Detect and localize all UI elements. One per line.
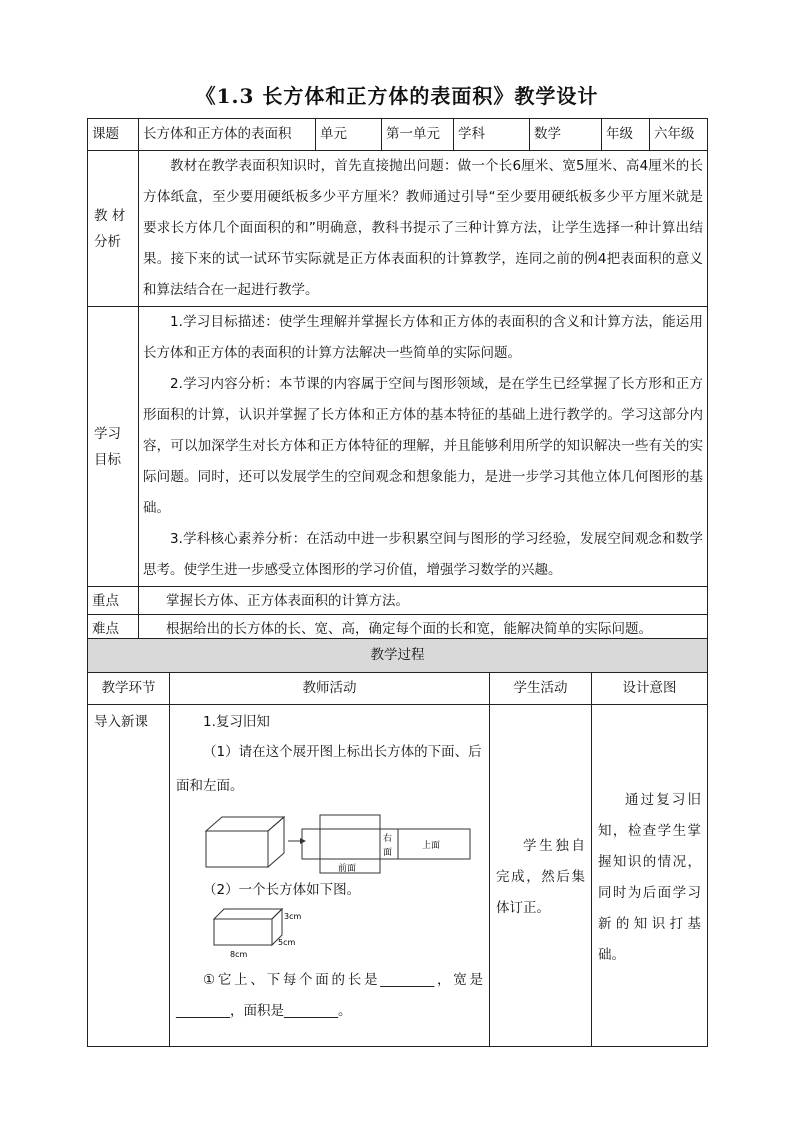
topic-label: 课题 — [88, 119, 139, 151]
label-face: 面 — [383, 848, 393, 858]
cuboid2-top — [214, 909, 282, 919]
design-intent-text: 通过复习旧知，检查学生掌握知识的情况，同时为后面学习新的知识打基础。 — [598, 791, 701, 963]
arrow-icon — [288, 838, 306, 844]
goals-label — [88, 307, 139, 587]
student-activity — [490, 705, 592, 1047]
student-activity-text: 学生独自完成，然后集体订正。 — [496, 838, 585, 916]
col-student: 学生活动 — [490, 673, 592, 705]
cuboid2-front — [214, 919, 272, 945]
stage-cell — [88, 705, 170, 1047]
question-2-part1: ①它上、下每个面的长是________，宽是________，面积是________。 — [176, 972, 483, 1019]
process-table — [87, 638, 708, 1047]
col-design: 设计意图 — [592, 673, 708, 705]
stage-name: 导入新课 — [94, 714, 148, 730]
cuboid-top — [206, 817, 284, 831]
review-heading: 1.复习旧知 — [203, 714, 270, 730]
dim-height: 3cm — [284, 912, 302, 921]
analysis-label — [88, 151, 139, 307]
col-teacher: 教师活动 — [170, 673, 490, 705]
net-top-strip — [320, 815, 380, 829]
net-figure — [176, 803, 483, 875]
grade-label: 年级 — [602, 119, 650, 151]
overview-table — [87, 118, 708, 643]
goals-label-line2: 目标 — [94, 451, 121, 468]
key-point-text: 掌握长方体、正方体表面积的计算方法。 — [139, 587, 708, 615]
content-analysis: 2.学习内容分析：本节课的内容属于空间与图形领域，是在学生已经掌握了长方形和正方形面积的计算，认识并掌握了长方体和正方体的基本特征的基础上进行教学的。学习这部分内容，可以加深学生对长方体和正方体特征的理解，并且能够利用所学的知识解决一些有关的实际问题。同时，还可以发展学生的空间观念和想象能力，是进一步学习其他立体几何图形的基础。 — [143, 376, 703, 516]
goal-description: 1.学习目标描述：使学生理解并掌握长方体和正方体的表面积的含义和计算方法，能运用长方体和正方体的表面积的计算方法解决一些简单的实际问题。 — [143, 314, 703, 361]
core-literacy-analysis: 3.学科核心素养分析：在活动中进一步积累空间与图形的学习经验，发展空间观念和数学思考。使学生进一步感受立体图形的学习价值，增强学习数学的兴趣。 — [143, 531, 703, 578]
unit-label: 单元 — [316, 119, 382, 151]
analysis-label-line2: 分析 — [94, 233, 121, 250]
goals-content — [139, 307, 708, 587]
analysis-text: 教材在教学表面积知识时，首先直接抛出问题：做一个长6厘米、宽5厘米、高4厘米的长方体纸盒，至少要用硬纸板多少平方厘米？教师通过引导“至少要用硬纸板多少平方厘米就是要求长方体几个面面积的和”明确意，教科书提示了三种计算方法，让学生选择一种计算出结果。接下来的试一试环节实际就是正方体表面积的计算教学，连同之前的例4把表面积的意义和算法结合在一起进行教学。 — [143, 158, 703, 298]
label-top: 上面 — [422, 841, 441, 851]
process-heading: 教学过程 — [88, 639, 708, 673]
goals-label-line1: 学习 — [94, 425, 121, 442]
cuboid-diagram — [176, 905, 302, 961]
net-left-face — [302, 829, 320, 859]
grade-value: 六年级 — [650, 119, 708, 151]
cuboid-figure — [176, 905, 483, 961]
dim-width: 5cm — [278, 938, 296, 947]
key-point-label: 重点 — [88, 587, 139, 615]
teacher-activity — [170, 705, 490, 1047]
design-intent — [592, 705, 708, 1047]
label-front: 前面 — [338, 864, 357, 874]
analysis-label-line1: 教 材 — [94, 207, 126, 224]
label-right: 右 — [383, 834, 393, 844]
col-stage: 教学环节 — [88, 673, 170, 705]
page-title: 《1.3 长方体和正方体的表面积》教学设计 — [195, 84, 599, 108]
subject-label: 学科 — [454, 119, 530, 151]
question-1: （1）请在这个展开图上标出长方体的下面、后面和左面。 — [176, 744, 482, 794]
topic-value: 长方体和正方体的表面积 — [139, 119, 316, 151]
difficulty-label: 难点 — [88, 615, 139, 643]
dim-length: 8cm — [230, 950, 248, 959]
difficulty-text: 根据给出的长方体的长、宽、高，确定每个面的长和宽，能解决简单的实际问题。 — [139, 615, 708, 643]
question-2: （2）一个长方体如下图。 — [203, 882, 361, 898]
unit-value: 第一单元 — [382, 119, 454, 151]
net-front-face — [320, 829, 380, 859]
subject-value: 数学 — [530, 119, 602, 151]
cuboid-net-diagram — [176, 803, 476, 875]
analysis-content — [139, 151, 708, 307]
cuboid-side — [268, 817, 284, 867]
cuboid-front — [206, 831, 268, 867]
